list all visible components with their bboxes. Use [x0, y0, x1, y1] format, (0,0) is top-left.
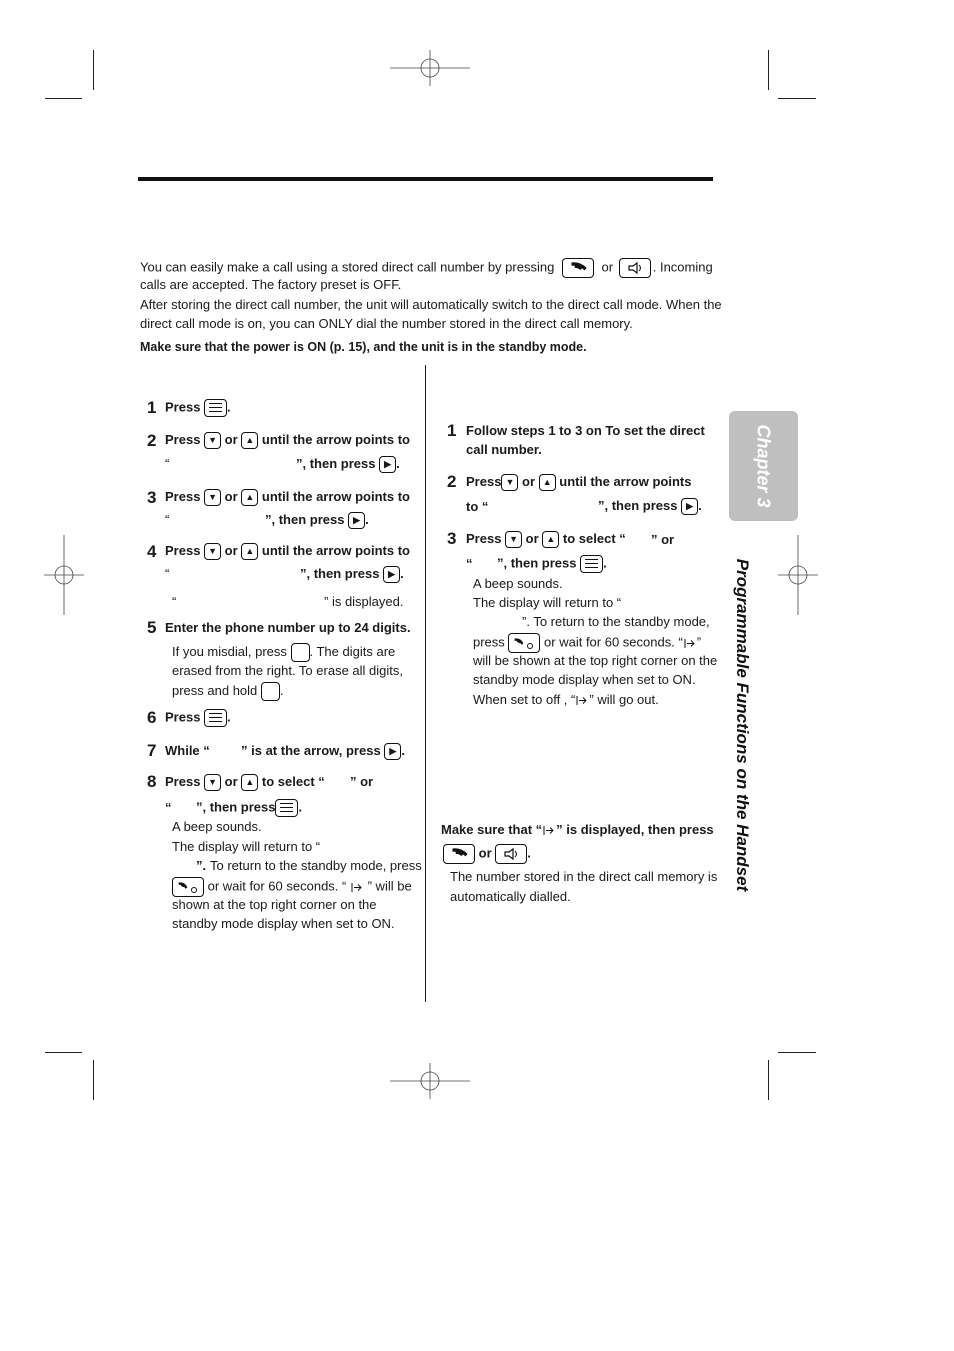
speakerphone-key-icon: [495, 844, 527, 864]
left-step-4-note: ” is displayed.: [324, 594, 404, 609]
step-number: 3: [147, 488, 157, 507]
right-call-instruction: Make sure that “ ” is displayed, then press: [441, 822, 714, 837]
column-divider: [425, 365, 426, 1002]
left-step-5-note-2: erased from the right. To erase all digits,: [172, 663, 403, 678]
right-step-3-open: “: [466, 556, 473, 571]
up-key-icon: ▲: [241, 432, 258, 449]
right-step-3-note-6: standby mode display when set to ON.: [473, 672, 696, 687]
up-key-icon: ▲: [539, 474, 556, 491]
crop-mark: [45, 98, 82, 99]
crop-mark: [93, 1060, 94, 1100]
right-step-3-note-1: A beep sounds.: [473, 576, 563, 591]
crop-mark: [768, 50, 769, 90]
off-key-icon: [172, 877, 204, 897]
step-number: 1: [447, 421, 457, 440]
left-step-7-end: ” is at the arrow, press ▶ .: [241, 743, 405, 760]
left-step-3-end: ”, then press ▶ .: [265, 512, 369, 529]
left-step-1: Press .: [165, 399, 231, 417]
left-step-6: Press .: [165, 709, 231, 727]
step-number: 3: [447, 529, 457, 548]
right-step-2: Press ▼ or ▲ until the arrow points: [466, 474, 691, 491]
left-step-5-note-3: press and hold .: [172, 682, 284, 701]
talk-key-icon: [443, 844, 475, 864]
left-step-8: Press ▼ or ▲ to select “: [165, 774, 325, 791]
intro-line-4: direct call mode is on, you can ONLY dial the number stored in the direct call memory.: [140, 316, 633, 331]
right-call-keys: or .: [443, 844, 531, 864]
left-step-8-note-2: The display will return to “: [172, 839, 321, 854]
intro-line-2: calls are accepted. The factory preset is OFF.: [140, 277, 402, 292]
up-key-icon: ▲: [241, 489, 258, 506]
menu-key-icon: [275, 799, 298, 817]
left-step-4-end: ”, then press ▶ .: [300, 566, 404, 583]
down-key-icon: ▼: [204, 489, 221, 506]
crop-mark: [768, 1060, 769, 1100]
speakerphone-key-icon: [619, 258, 651, 278]
registration-mark-icon: [390, 1063, 470, 1099]
left-step-8-open: “: [165, 800, 172, 815]
clear-key-icon: [291, 643, 310, 662]
down-key-icon: ▼: [505, 531, 522, 548]
intro-line-1: You can easily make a call using a stored direct call number by pressing or . Incoming: [140, 258, 713, 278]
right-step-3-note-3: ”. To return to the standby mode,: [522, 614, 710, 629]
left-step-4-note-open: “: [172, 594, 177, 609]
heading-rule: [138, 177, 713, 181]
left-step-8-note-4: or wait for 60 seconds. “ ” will be: [172, 877, 412, 897]
right-step-3-note-4: press or wait for 60 seconds. “ ”: [473, 633, 701, 653]
left-step-8-note-5: shown at the top right corner on the: [172, 897, 377, 912]
crop-mark: [778, 1052, 816, 1053]
left-step-2-cont: “: [165, 456, 170, 471]
right-key-icon: ▶: [348, 512, 365, 529]
right-step-2-cont: to “: [466, 499, 489, 514]
down-key-icon: ▼: [204, 432, 221, 449]
crop-mark: [45, 1052, 82, 1053]
right-call-note-2: automatically dialled.: [450, 889, 571, 904]
left-step-8-note-3a: ”.: [196, 858, 207, 873]
registration-mark-icon: [390, 50, 470, 86]
right-key-icon: ▶: [384, 743, 401, 760]
right-step-3-note-5: will be shown at the top right corner on the: [473, 653, 718, 668]
step-number: 1: [147, 398, 157, 417]
intro-line-3: After storing the direct call number, the unit will automatically switch to the direct call mode. When the: [140, 297, 722, 312]
right-key-icon: ▶: [383, 566, 400, 583]
intro-note: Make sure that the power is ON (p. 15), and the unit is in the standby mode.: [140, 340, 587, 354]
chapter-label: Chapter 3: [753, 424, 774, 508]
up-key-icon: ▲: [542, 531, 559, 548]
direct-call-icon: [683, 638, 697, 649]
off-key-icon: [508, 633, 540, 653]
left-step-8-end: ”, then press .: [196, 799, 302, 817]
step-number: 6: [147, 708, 157, 727]
right-step-3-note-2: The display will return to “: [473, 595, 622, 610]
left-step-4: Press ▼ or ▲ until the arrow points to: [165, 543, 410, 560]
left-step-8-note-3b: To return to the standby mode, press: [210, 858, 422, 873]
right-step-3-end: ”, then press .: [497, 555, 607, 573]
menu-key-icon: [580, 555, 603, 573]
right-step-1-cont: call number.: [466, 442, 542, 457]
crop-mark: [778, 98, 816, 99]
direct-call-icon: [575, 695, 589, 706]
right-step-1: Follow steps 1 to 3 on To set the direct: [466, 423, 705, 438]
step-number: 2: [447, 472, 457, 491]
step-number: 5: [147, 618, 157, 637]
right-call-note-1: The number stored in the direct call memory is: [450, 869, 718, 884]
step-number: 7: [147, 741, 157, 760]
crop-mark: [93, 50, 94, 90]
down-key-icon: ▼: [204, 774, 221, 791]
left-step-5-note-1: If you misdial, press . The digits are: [172, 643, 395, 662]
clear-key-icon: [261, 682, 280, 701]
registration-mark-icon: [44, 535, 84, 615]
left-step-7-start: While “: [165, 743, 210, 758]
left-step-8-or: ” or: [350, 774, 374, 789]
chapter-title: Programmable Functions on the Handset: [733, 558, 752, 892]
down-key-icon: ▼: [501, 474, 518, 491]
menu-key-icon: [204, 399, 227, 417]
up-key-icon: ▲: [241, 543, 258, 560]
direct-call-icon: [350, 882, 364, 893]
left-step-3: Press ▼ or ▲ until the arrow points to: [165, 489, 410, 506]
right-step-2-end: ”, then press ▶ .: [598, 498, 702, 515]
right-key-icon: ▶: [379, 456, 396, 473]
left-step-5: Enter the phone number up to 24 digits.: [165, 620, 411, 635]
step-number: 8: [147, 772, 157, 791]
left-step-8-note-1: A beep sounds.: [172, 819, 262, 834]
right-step-3-or: ” or: [651, 532, 675, 547]
menu-key-icon: [204, 709, 227, 727]
right-step-3: Press ▼ or ▲ to select “: [466, 531, 626, 548]
left-step-4-cont: “: [165, 566, 170, 581]
direct-call-icon: [542, 825, 556, 836]
right-step-3-note-7: When set to off , “ ” will go out.: [473, 692, 659, 707]
left-step-8-note-6: standby mode display when set to ON.: [172, 916, 395, 931]
registration-mark-icon: [778, 535, 818, 615]
talk-key-icon: [562, 258, 594, 278]
step-number: 4: [147, 542, 157, 561]
left-step-3-cont: “: [165, 512, 170, 527]
step-number: 2: [147, 431, 157, 450]
up-key-icon: ▲: [241, 774, 258, 791]
right-key-icon: ▶: [681, 498, 698, 515]
left-step-2-end: ”, then press ▶ .: [296, 456, 400, 473]
left-step-2: Press ▼ or ▲ until the arrow points to: [165, 432, 410, 449]
down-key-icon: ▼: [204, 543, 221, 560]
